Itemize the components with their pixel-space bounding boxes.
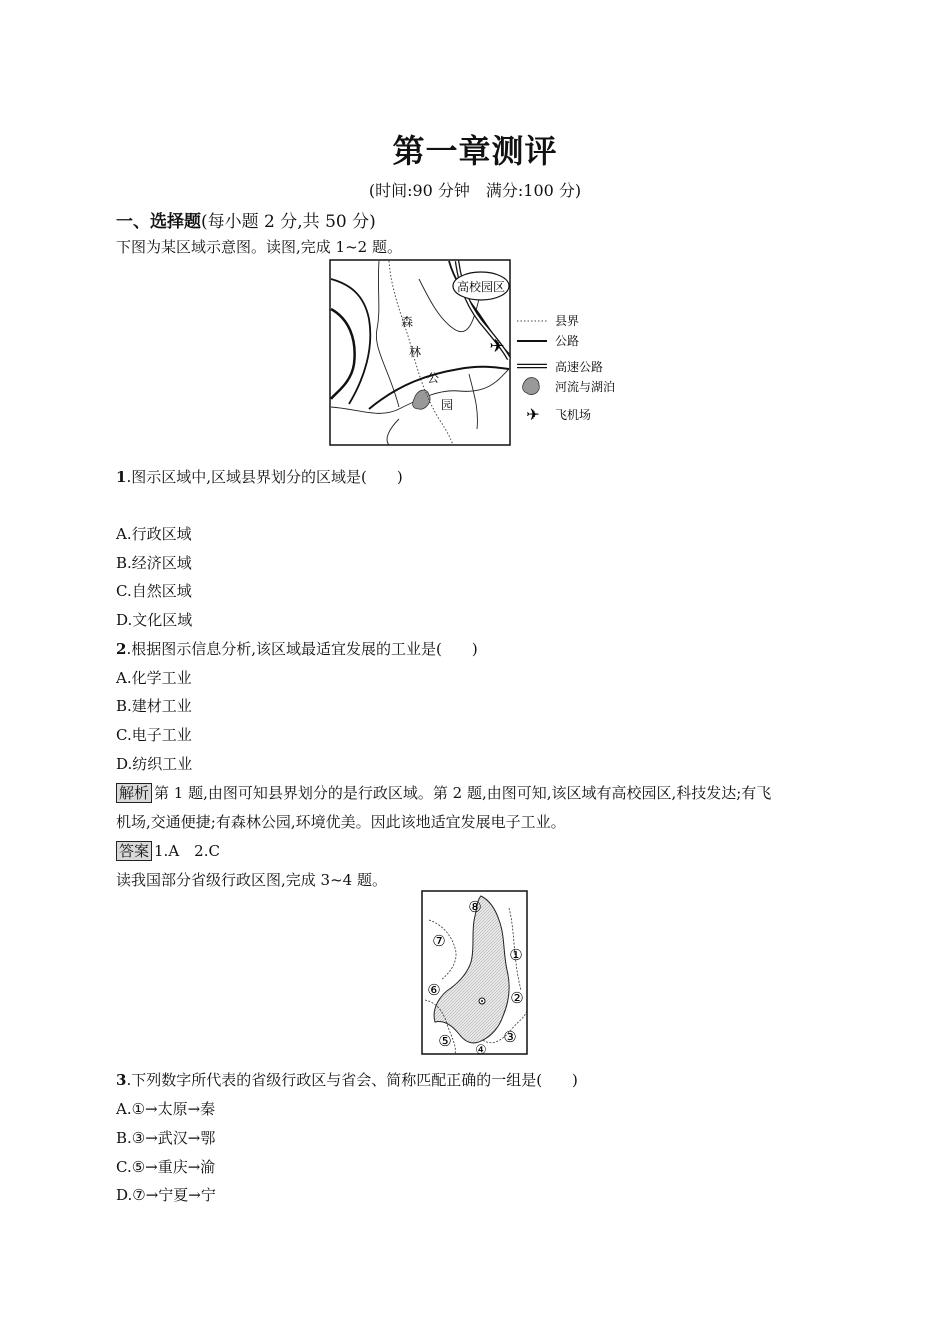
analysis-text-1: 第 1 题,由图可知县界划分的是行政区域。第 2 题,由图可知,该区域有高校园区,科技发达;有飞 — [154, 784, 772, 802]
option-item: C.⑤→重庆→渝 — [116, 1158, 216, 1176]
option-item: A.化学工业 — [116, 669, 192, 687]
answer-text: 1.A 2.C — [154, 842, 220, 860]
region-map — [329, 259, 629, 447]
legend-airport-label: 飞机场 — [555, 408, 592, 422]
question-number: 1 — [116, 468, 127, 486]
marker-1: ① — [509, 946, 523, 964]
answer-tag: 答案 — [116, 841, 152, 861]
legend-lake-symbol — [523, 378, 540, 395]
exam-info: (时间:90 分钟 满分:100 分) — [368, 181, 582, 200]
forest-label-1: 森 — [400, 315, 414, 329]
option-item: B.③→武汉→鄂 — [116, 1129, 216, 1147]
question-number: 3 — [116, 1071, 127, 1089]
analysis-line-1 — [116, 782, 771, 803]
option-item: B.经济区域 — [116, 554, 192, 572]
answer-line — [116, 840, 220, 861]
province-map-figure — [421, 890, 529, 1056]
question-2 — [116, 638, 478, 659]
option-item: B.建材工业 — [116, 697, 192, 715]
page-title: 第一章测评 — [392, 132, 558, 170]
capital-dot — [481, 1000, 483, 1002]
option-item: A.行政区域 — [116, 525, 192, 543]
marker-8: ⑧ — [468, 898, 482, 916]
campus-label: 高校园区 — [456, 280, 506, 294]
forest-label-4: 园 — [440, 398, 454, 412]
legend-road-label: 公路 — [555, 334, 580, 348]
question-number: 2 — [116, 640, 127, 658]
option-item: D.纺织工业 — [116, 755, 193, 773]
analysis-tag: 解析 — [116, 783, 152, 803]
legend-expressway-label: 高速公路 — [555, 360, 604, 374]
forest-label-3: 公 — [426, 371, 440, 385]
legend-lake-label: 河流与湖泊 — [555, 380, 616, 394]
province-map — [421, 890, 529, 1056]
marker-3: ③ — [503, 1028, 517, 1046]
section-heading — [116, 207, 376, 232]
section-title: 一、选择题 — [116, 212, 201, 232]
legend-county-label: 县界 — [555, 314, 580, 328]
option-item: D.⑦→宁夏→宁 — [116, 1186, 216, 1204]
question-1 — [116, 466, 403, 487]
marker-7: ⑦ — [432, 932, 446, 950]
question-3 — [116, 1069, 578, 1090]
forest-label-2: 林 — [408, 345, 422, 359]
analysis-line-2: 机场,交通便捷;有森林公园,环境优美。因此该地适宜发展电子工业。 — [116, 813, 566, 831]
marker-6: ⑥ — [427, 981, 441, 999]
marker-4: ④ — [475, 1043, 487, 1056]
marker-5: ⑤ — [438, 1032, 452, 1050]
marker-2: ② — [510, 989, 524, 1007]
question-text: .图示区域中,区域县界划分的区域是( ) — [126, 468, 403, 486]
airplane-icon: ✈ — [489, 336, 505, 357]
option-item: C.电子工业 — [116, 726, 192, 744]
section-note: (每小题 2 分,共 50 分) — [201, 212, 376, 232]
question-text: .下列数字所代表的省级行政区与省会、简称匹配正确的一组是( ) — [126, 1071, 578, 1089]
intro-q3-4: 读我国部分省级行政区图,完成 3~4 题。 — [116, 871, 387, 889]
legend-airplane-icon: ✈ — [526, 405, 540, 424]
option-item: C.自然区域 — [116, 582, 192, 600]
option-item: D.文化区域 — [116, 611, 193, 629]
option-item: A.①→太原→秦 — [116, 1100, 216, 1118]
region-map-figure — [329, 259, 629, 447]
question-text: .根据图示信息分析,该区域最适宜发展的工业是( ) — [126, 640, 478, 658]
intro-q1-2: 下图为某区域示意图。读图,完成 1~2 题。 — [116, 238, 402, 256]
